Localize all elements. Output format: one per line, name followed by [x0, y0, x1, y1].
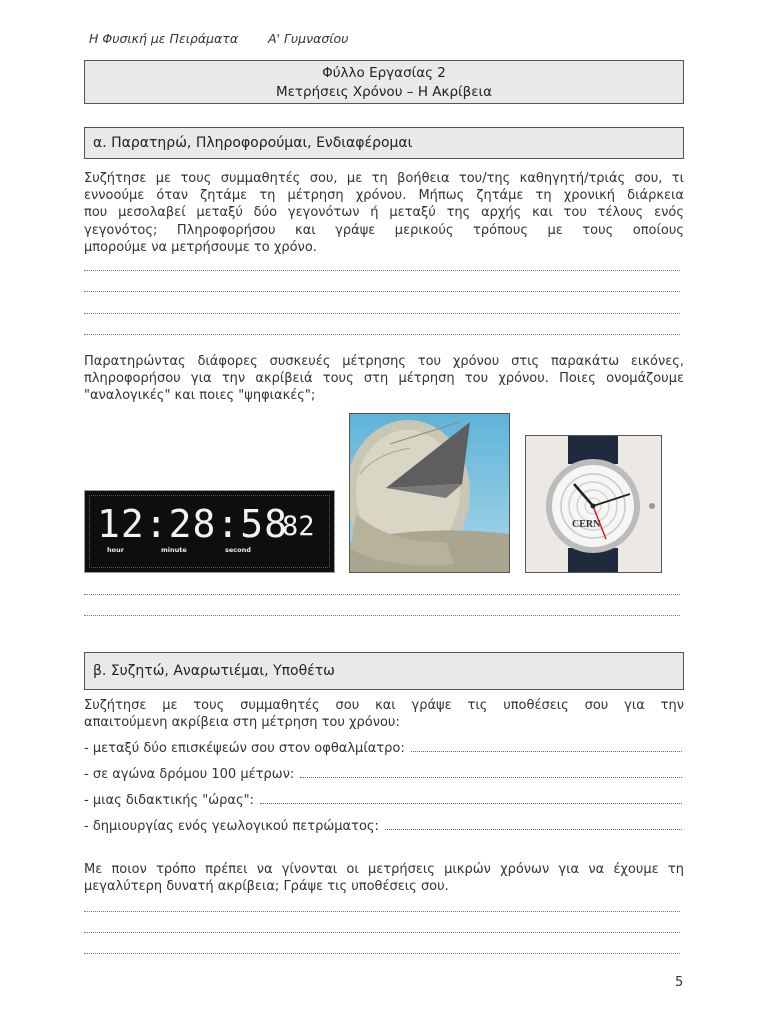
- paragraph-line: Με ποιον τρόπο πρέπει να γίνονται οι μετρήσεις μικρών χρόνων για να έχουμε τη: [84, 862, 684, 877]
- hypothesis-item-label: - δημιουργίας ενός γεωλογικού πετρώματος:: [84, 819, 379, 834]
- section-b-heading: β. Συζητώ, Αναρωτιέμαι, Υποθέτω: [84, 652, 684, 690]
- hypothesis-item-label: - μιας διδακτικής "ώρας":: [84, 793, 254, 808]
- running-head-grade: Α' Γυμνασίου: [268, 31, 349, 46]
- paragraph-line: πληροφορήσου για την ακρίβειά τους στη μέτρηση του χρόνου. Ποιες ονομάζουμε: [84, 371, 684, 387]
- section-b-paragraph-2: [84, 861, 684, 895]
- hypothesis-item-label: - σε αγώνα δρόμου 100 μέτρων:: [84, 767, 295, 782]
- hypothesis-item-label: - μεταξύ δύο επισκέψεών σου στον οφθαλμίατρο:: [84, 741, 405, 756]
- clock-centisecond-digits: 82: [282, 511, 315, 542]
- worksheet-subtitle: Μετρήσεις Χρόνου – Η Ακρίβεια: [275, 84, 492, 100]
- answer-line[interactable]: [84, 291, 680, 292]
- running-head-book-title: Η Φυσική με Πειράματα: [89, 31, 239, 46]
- answer-line[interactable]: [84, 334, 680, 335]
- answer-line[interactable]: [84, 615, 680, 616]
- sundial-image: [349, 413, 510, 573]
- paragraph-line: Συζήτησε με τους συμμαθητές σου και γράψε τις υποθέσεις σου για την: [84, 698, 684, 713]
- answer-leader[interactable]: [411, 741, 682, 752]
- answer-leader[interactable]: [385, 819, 682, 830]
- watch-illustration: [526, 436, 661, 572]
- hypothesis-item[interactable]: [84, 819, 682, 834]
- watch-image: [525, 435, 662, 573]
- section-b-paragraph-1: [84, 697, 684, 731]
- answer-line[interactable]: [84, 313, 680, 314]
- watch-brand-text: CERN: [572, 519, 601, 530]
- hypothesis-item[interactable]: [84, 741, 682, 756]
- digital-clock-image: [84, 490, 335, 573]
- answer-leader[interactable]: [300, 767, 682, 778]
- answer-line[interactable]: [84, 932, 680, 933]
- paragraph-line: Συζήτησε με τους συμμαθητές σου, με τη βοήθεια του/της καθηγητή/τριάς σου, τι: [84, 171, 684, 186]
- clock-label-second: second: [225, 546, 251, 554]
- answer-leader[interactable]: [260, 793, 682, 804]
- page-number: 5: [675, 975, 684, 990]
- paragraph-line: γεγονότος; Πληροφορήσου και γράψε μερικούς τρόπους με τους οποίους: [84, 222, 684, 238]
- hypothesis-item[interactable]: [84, 767, 682, 782]
- paragraph-line: "αναλογικές" και ποιες "ψηφιακές";: [84, 388, 316, 404]
- hypothesis-item[interactable]: [84, 793, 682, 808]
- paragraph-line: μπορούμε να μετρήσουμε το χρόνο.: [84, 239, 317, 255]
- paragraph-line: εννοούμε όταν ζητάμε τη μέτρηση χρόνου. Μήπως ζητάμε τη χρονική διάρκεια: [84, 188, 684, 204]
- section-a-paragraph-2: [84, 353, 684, 405]
- worksheet-title-box: [84, 60, 684, 104]
- worksheet-title: Φύλλο Εργασίας 2: [322, 65, 446, 81]
- paragraph-line: απαιτούμενη ακρίβεια στη μέτρηση του χρόνου:: [84, 715, 400, 731]
- answer-line[interactable]: [84, 953, 680, 954]
- section-a-heading: α. Παρατηρώ, Πληροφορούμαι, Ενδιαφέρομαι: [84, 127, 684, 159]
- sundial-illustration: [350, 414, 509, 572]
- clock-label-hour: hour: [107, 546, 124, 554]
- answer-line[interactable]: [84, 270, 680, 271]
- section-a-paragraph-1: [84, 170, 684, 256]
- answer-line[interactable]: [84, 594, 680, 595]
- paragraph-line: Παρατηρώντας διάφορες συσκευές μέτρησης του χρόνου στις παρακάτω εικόνες,: [84, 354, 684, 369]
- clock-label-minute: minute: [161, 546, 187, 554]
- paragraph-line: που μεσολαβεί μεταξύ δύο γεγονότων ή μεταξύ της αρχής και του τέλους ενός: [84, 205, 684, 221]
- paragraph-line: μεγαλύτερη δυνατή ακρίβεια; Γράψε τις υποθέσεις σου.: [84, 879, 449, 895]
- answer-line[interactable]: [84, 911, 680, 912]
- clock-time-digits: 12:28:58: [97, 502, 289, 546]
